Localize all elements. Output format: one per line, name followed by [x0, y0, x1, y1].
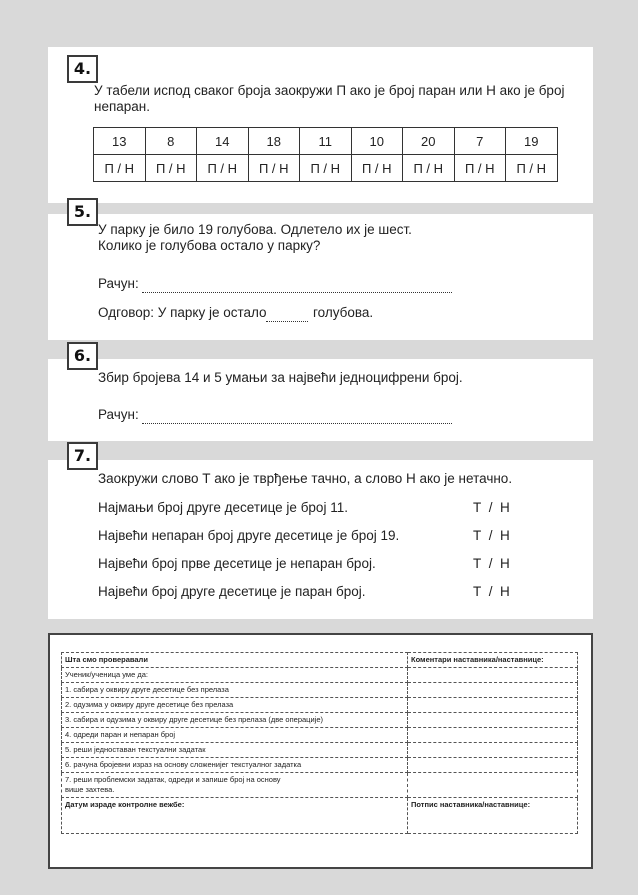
rubric-row [62, 728, 578, 743]
task5-calc-line[interactable] [142, 292, 452, 293]
task5-answer-prefix: Одговор: У парку је остало [98, 305, 267, 320]
task4-text-line1: У табели испод сваког броја заокружи П ако је број паран или Н ако је број [94, 83, 565, 98]
rubric-footer-row [62, 798, 578, 834]
table-cell-option[interactable]: П / Н [94, 155, 146, 182]
task5-answer-suffix: голубова. [313, 305, 374, 320]
table-cell-number: 11 [300, 128, 352, 155]
rubric-header-left: Шта смо проверавали [62, 653, 408, 668]
table-cell-number: 7 [454, 128, 506, 155]
table-cell-option[interactable]: П / Н [248, 155, 300, 182]
task7-statement: Највећи број друге десетице је паран број. [98, 584, 366, 599]
rubric-row [62, 773, 578, 798]
rubric-row [62, 713, 578, 728]
task5-text-line2: Колико је голубова остало у парку? [98, 238, 321, 253]
table-cell-number: 10 [351, 128, 403, 155]
task7-true-false-choice[interactable]: Т / Н [473, 556, 510, 571]
rubric-footer-right: Потпис наставника/наставнице: [408, 798, 578, 834]
table-cell-option[interactable]: П / Н [351, 155, 403, 182]
table-cell-option[interactable]: П / Н [506, 155, 558, 182]
rubric-comment-cell[interactable] [408, 728, 578, 743]
rubric-row-text: 6. рачуна бројевни израз на основу сложенијег текстуалног задатка [62, 758, 408, 773]
rubric-comment-cell[interactable] [408, 743, 578, 758]
rubric-comment-cell[interactable] [408, 683, 578, 698]
rubric-row [62, 698, 578, 713]
rubric-comment-cell[interactable] [408, 698, 578, 713]
task7-statement: Највећи број прве десетице је непаран број. [98, 556, 376, 571]
rubric-table [61, 652, 578, 834]
rubric-header-right: Коментари наставника/наставнице: [408, 653, 578, 668]
task5-text-line1: У парку је било 19 голубова. Одлетело их је шест. [98, 222, 412, 237]
rubric-row [62, 758, 578, 773]
rubric-comment-cell[interactable] [408, 773, 578, 798]
table-cell-option[interactable]: П / Н [197, 155, 249, 182]
rubric-comment-cell[interactable] [408, 713, 578, 728]
task7-true-false-choice[interactable]: Т / Н [473, 500, 510, 515]
table-cell-option[interactable]: П / Н [454, 155, 506, 182]
rubric-row-text: 3. сабира и одузима у оквиру друге десетице без прелаза (две операције) [62, 713, 408, 728]
task7-true-false-choice[interactable]: Т / Н [473, 528, 510, 543]
rubric-row [62, 743, 578, 758]
task6-number-badge: 6. [67, 342, 98, 370]
table-cell-number: 13 [94, 128, 146, 155]
rubric-row-text: 5. реши једноставан текстуални задатак [62, 743, 408, 758]
task4-text-line2: непаран. [94, 99, 151, 114]
table-cell-number: 19 [506, 128, 558, 155]
task6-calc-line[interactable] [142, 423, 452, 424]
parity-table-options-row [94, 155, 558, 182]
rubric-header-row [62, 653, 578, 668]
task7-statement: Највећи непаран број друге десетице је број 19. [98, 528, 400, 543]
rubric-comment-cell[interactable] [408, 668, 578, 683]
task5-calc-label: Рачун: [98, 276, 139, 291]
table-cell-number: 14 [197, 128, 249, 155]
rubric-row [62, 683, 578, 698]
parity-table-numbers-row [94, 128, 558, 155]
task6-text-line1: Збир бројева 14 и 5 умањи за највећи једноцифрени број. [98, 370, 463, 385]
rubric-row-text: 4. одреди паран и непаран број [62, 728, 408, 743]
rubric-row [62, 668, 578, 683]
table-cell-number: 18 [248, 128, 300, 155]
rubric-row-text: 2. одузима у оквиру друге десетице без прелаза [62, 698, 408, 713]
table-cell-option[interactable]: П / Н [145, 155, 197, 182]
task7-instruction: Заокружи слово Т ако је тврђење тачно, а слово Н ако је нетачно. [98, 471, 513, 486]
table-cell-option[interactable]: П / Н [403, 155, 455, 182]
rubric-footer-left: Датум израде контролне вежбе: [62, 798, 408, 834]
task7-true-false-choice[interactable]: Т / Н [473, 584, 510, 599]
task7-number-badge: 7. [67, 442, 98, 470]
parity-table [93, 127, 558, 182]
table-cell-number: 20 [403, 128, 455, 155]
table-cell-option[interactable]: П / Н [300, 155, 352, 182]
rubric-row-text: Ученик/ученица уме да: [62, 668, 408, 683]
task5-answer-blank[interactable] [266, 321, 308, 322]
task4-number-badge: 4. [67, 55, 98, 83]
task6-calc-label: Рачун: [98, 407, 139, 422]
rubric-comment-cell[interactable] [408, 758, 578, 773]
task7-statement: Најмањи број друге десетице је број 11. [98, 500, 348, 515]
table-cell-number: 8 [145, 128, 197, 155]
rubric-row-text: 7. реши проблемски задатак, одреди и запише број на основу више захтева. [62, 773, 408, 798]
rubric-row-text: 1. сабира у оквиру друге десетице без прелаза [62, 683, 408, 698]
task5-number-badge: 5. [67, 198, 98, 226]
